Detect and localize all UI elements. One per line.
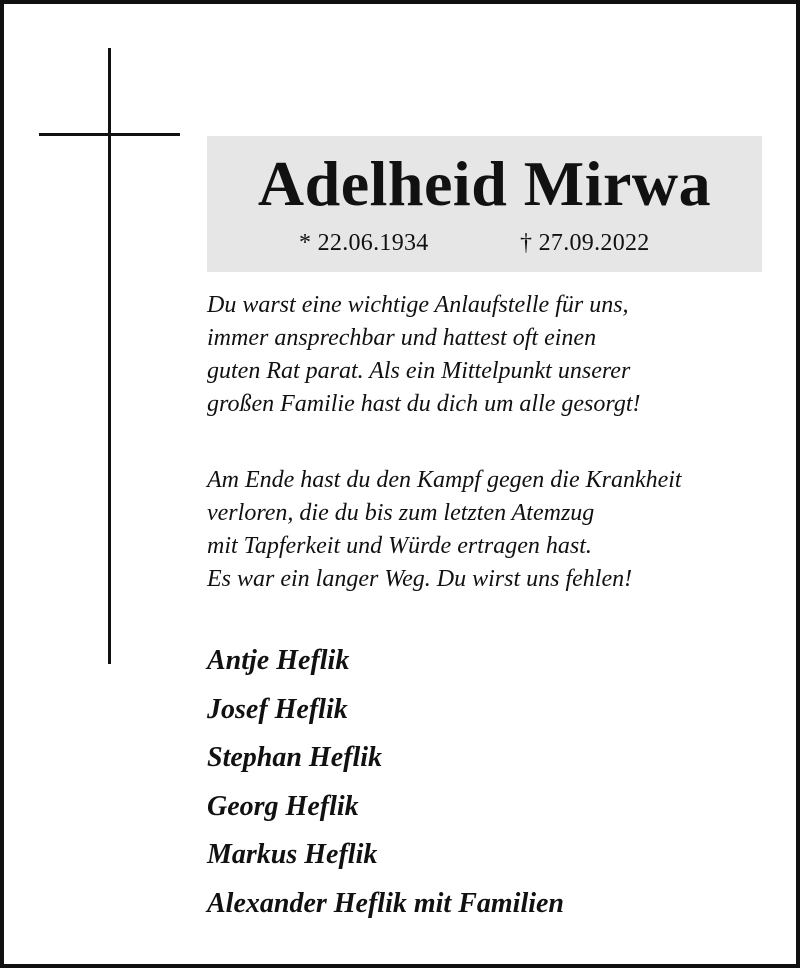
poem-line: guten Rat parat. Als ein Mittelpunkt unserer xyxy=(207,358,631,384)
poem-line: immer ansprechbar und hattest oft einen xyxy=(207,325,597,351)
mourner-name: Georg Heflik xyxy=(207,790,359,822)
mourner-name: Markus Heflik xyxy=(207,839,378,871)
name-panel xyxy=(207,136,762,272)
death-date: † 27.09.2022 xyxy=(520,230,650,256)
poem-stanza-2 xyxy=(207,464,682,596)
mourner-name: Josef Heflik xyxy=(207,693,348,725)
mourner-name: Alexander Heflik mit Familien xyxy=(207,887,564,919)
mourner-name: Antje Heflik xyxy=(207,645,350,676)
birth-date: * 22.06.1934 xyxy=(299,230,429,256)
poem-line: Es war ein langer Weg. Du wirst uns fehlen! xyxy=(207,566,633,592)
poem-line: großen Familie hast du dich um alle gesorgt! xyxy=(207,391,641,417)
poem-line: Du warst eine wichtige Anlaufstelle für uns, xyxy=(207,292,629,318)
cross-vertical-bar xyxy=(108,48,111,664)
cross-horizontal-bar xyxy=(39,133,180,136)
poem-line: Am Ende hast du den Kampf gegen die Krankheit xyxy=(207,467,682,493)
mourner-name: Stephan Heflik xyxy=(207,742,383,774)
deceased-name: Adelheid Mirwa xyxy=(257,148,712,219)
poem-line: verloren, die du bis zum letzten Atemzug xyxy=(207,500,595,526)
poem-line: mit Tapferkeit und Würde ertragen hast. xyxy=(207,533,592,559)
poem-stanza-1 xyxy=(207,289,641,421)
mourners-list xyxy=(207,637,564,929)
